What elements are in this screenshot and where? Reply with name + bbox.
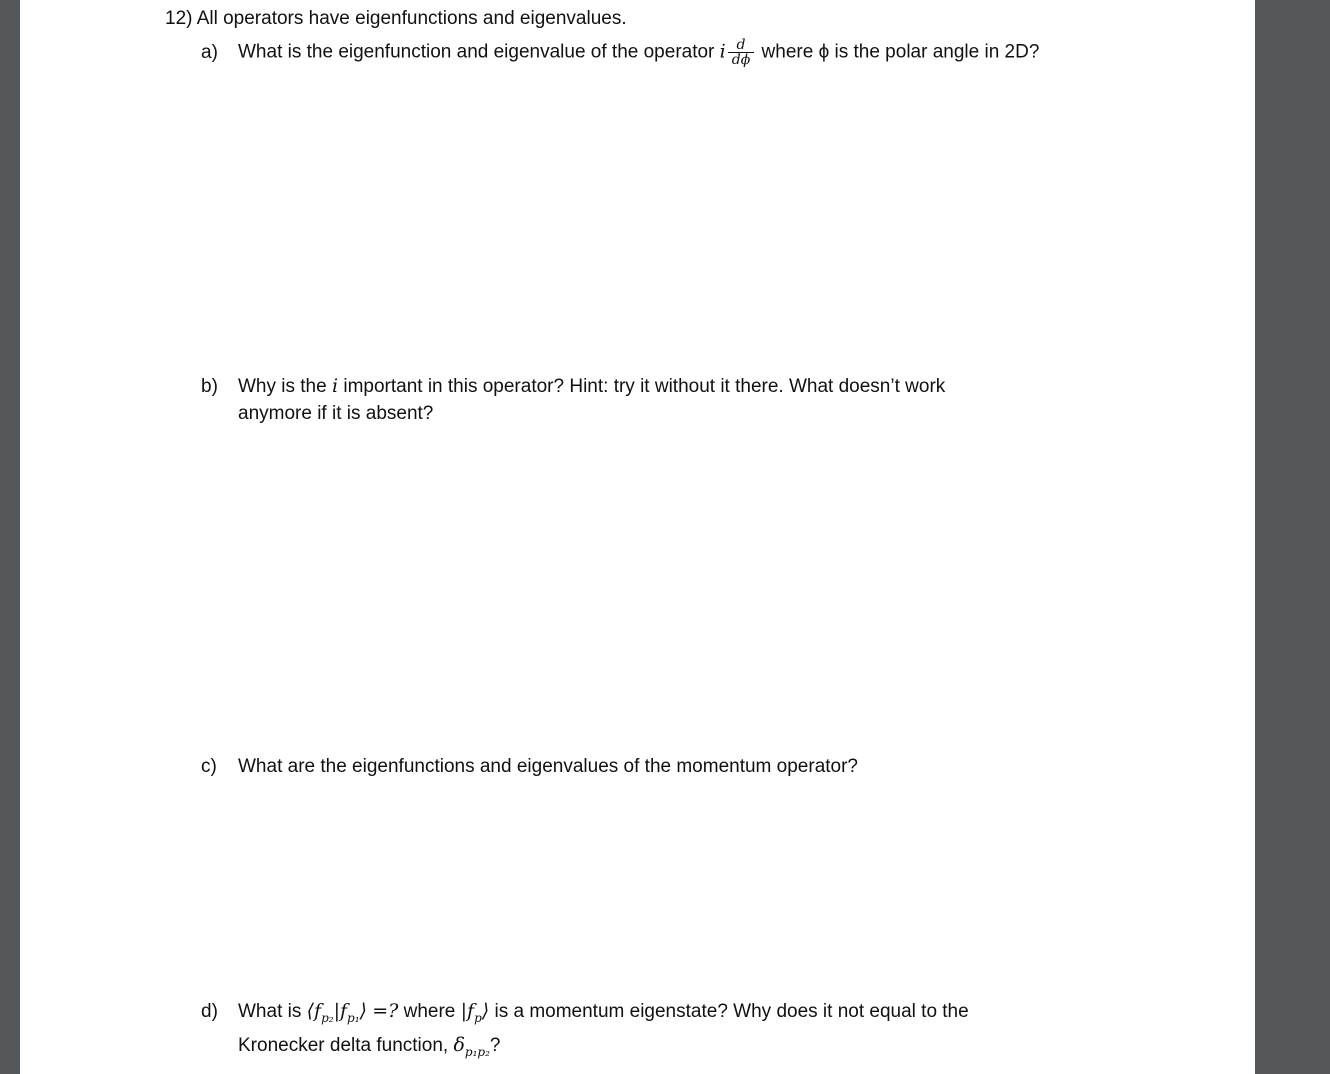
derivative-fraction xyxy=(728,38,755,67)
part-a-text-before: What is the eigenfunction and eigenvalue of the operator xyxy=(238,41,715,63)
question-title xyxy=(165,8,627,30)
fraction-numerator: d xyxy=(728,38,755,53)
question-text: All operators have eigenfunctions and eigenvalues. xyxy=(196,8,627,29)
part-b-label: b) xyxy=(201,376,218,397)
ket-expression xyxy=(460,1000,490,1025)
part-b-text-after: important in this operator? Hint: try it without it there. What doesn’t work xyxy=(343,376,946,397)
ket-open: |f xyxy=(460,1000,475,1022)
sub-p1: p₁ xyxy=(347,1010,360,1025)
ket-sub: p xyxy=(474,1010,482,1025)
part-b-line2: anymore if it is absent? xyxy=(238,403,434,424)
part-d xyxy=(201,998,969,1066)
kronecker-delta xyxy=(453,1033,490,1059)
part-b xyxy=(201,373,945,427)
part-c-label: c) xyxy=(201,756,217,777)
document-page xyxy=(20,0,1255,1074)
part-a xyxy=(201,38,1039,67)
inner-product-expression xyxy=(306,1000,367,1025)
ket-close: ⟩ xyxy=(481,1000,490,1022)
bra-open: ⟨f xyxy=(306,1000,322,1022)
part-d-line2-end: ? xyxy=(489,1034,501,1056)
part-a-operator-i: i xyxy=(719,40,726,63)
part-d-text-before: What is xyxy=(238,1001,302,1022)
delta-subscript: p₁p₂ xyxy=(464,1044,490,1059)
part-d-text-after: is a momentum eigenstate? Why does it not equal to the xyxy=(494,1001,969,1022)
bra-close: ⟩ xyxy=(359,1000,367,1022)
part-b-text-before: Why is the xyxy=(238,376,327,397)
fraction-denominator: dϕ xyxy=(731,52,751,68)
part-a-label: a) xyxy=(201,41,218,63)
question-number: 12) xyxy=(165,8,193,29)
part-c-text: What are the eigenfunctions and eigenvalues of the momentum operator? xyxy=(238,756,858,777)
part-d-where: where xyxy=(403,1001,456,1022)
part-b-operator-i: i xyxy=(331,375,339,397)
part-c xyxy=(201,753,858,780)
part-d-label: d) xyxy=(201,1001,218,1022)
part-a-text-after: where ϕ is the polar angle in 2D? xyxy=(761,41,1040,63)
part-d-line2 xyxy=(201,1032,969,1066)
sub-p2: p₂ xyxy=(321,1010,334,1025)
ket-mid: |f xyxy=(333,1000,348,1022)
delta-symbol: δ xyxy=(453,1033,465,1056)
equals-question: =? xyxy=(372,1000,399,1022)
part-d-line2-text: Kronecker delta function, xyxy=(238,1034,449,1056)
